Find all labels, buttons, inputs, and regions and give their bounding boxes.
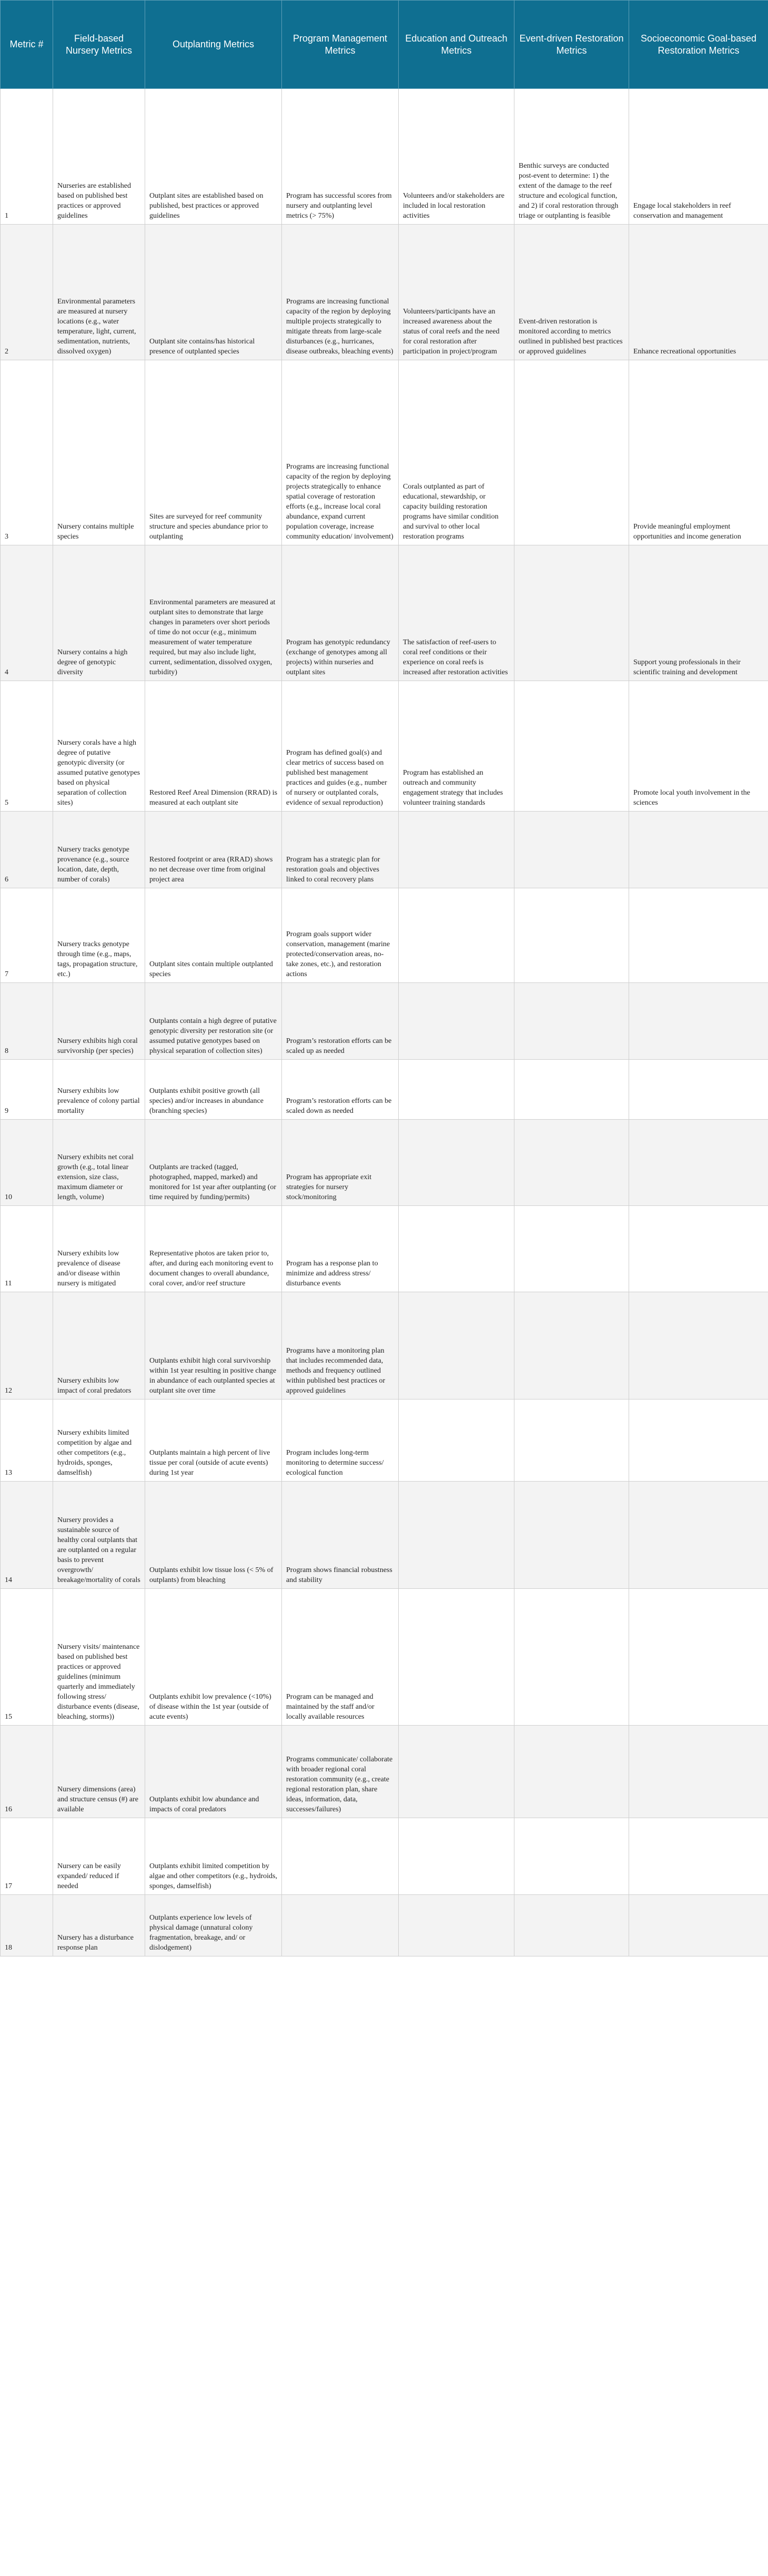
table-row [1,1120,768,1206]
cell-outplanting: Outplants exhibit low tissue loss (< 5% of outplants) from bleaching [145,1482,282,1589]
cell-num: 11 [1,1206,53,1292]
table-row [1,681,768,812]
cell-num: 10 [1,1120,53,1206]
cell-outplanting: Outplants contain a high degree of putative genotypic diversity per restoration site (or assumed putative genotypes based on physical separation of collection sites) [145,983,282,1060]
cell-education [399,1589,514,1726]
cell-socio [629,1399,768,1482]
cell-outplanting: Outplants maintain a high percent of live tissue per coral (outside of acute events) during 1st year [145,1399,282,1482]
cell-nursery: Nursery exhibits low prevalence of colony partial mortality [53,1060,145,1120]
cell-nursery: Nursery exhibits limited competition by algae and other competitors (e.g., hydroids, sponges, damselfish) [53,1399,145,1482]
cell-socio [629,1726,768,1818]
cell-nursery: Nursery exhibits low impact of coral predators [53,1292,145,1399]
cell-event [514,681,629,812]
cell-education [399,888,514,983]
cell-outplanting: Outplants exhibit limited competition by algae and other competitors (e.g., hydroids, sponges, damselfish) [145,1818,282,1895]
cell-nursery: Nursery dimensions (area) and structure census (#) are available [53,1726,145,1818]
cell-event [514,1120,629,1206]
cell-program: Program has a response plan to minimize and address stress/ disturbance events [282,1206,399,1292]
column-header-program: Program Management Metrics [282,1,399,89]
cell-education: Corals outplanted as part of educational, stewardship, or capacity building restoration programs have similar condition and survival to other local restoration programs [399,360,514,545]
cell-num: 18 [1,1895,53,1956]
cell-nursery: Nursery exhibits low prevalence of disease and/or disease within nursery is mitigated [53,1206,145,1292]
cell-education [399,1060,514,1120]
cell-nursery: Nursery tracks genotype provenance (e.g., source location, date, depth, number of corals) [53,812,145,888]
cell-event [514,1292,629,1399]
cell-program: Program has appropriate exit strategies for nursery stock/monitoring [282,1120,399,1206]
cell-nursery: Nursery provides a sustainable source of healthy coral outplants that are outplanted on a regular basis to prevent overgrowth/ breakage/mortality of corals [53,1482,145,1589]
cell-education [399,812,514,888]
cell-socio: Support young professionals in their scientific training and development [629,545,768,681]
cell-event [514,888,629,983]
cell-event [514,545,629,681]
cell-program: Program shows financial robustness and stability [282,1482,399,1589]
cell-nursery: Nursery exhibits high coral survivorship (per species) [53,983,145,1060]
cell-nursery: Nursery exhibits net coral growth (e.g., total linear extension, size class, maximum diameter or length, volume) [53,1120,145,1206]
cell-socio [629,1895,768,1956]
cell-num: 12 [1,1292,53,1399]
cell-nursery: Nursery tracks genotype through time (e.g., maps, tags, propagation structure, etc.) [53,888,145,983]
cell-nursery: Nursery contains multiple species [53,360,145,545]
cell-outplanting: Outplant site contains/has historical presence of outplanted species [145,225,282,360]
cell-outplanting: Outplant sites contain multiple outplanted species [145,888,282,983]
cell-event [514,812,629,888]
cell-outplanting: Restored Reef Areal Dimension (RRAD) is measured at each outplant site [145,681,282,812]
table-row [1,1292,768,1399]
cell-num: 4 [1,545,53,681]
table-row [1,360,768,545]
column-header-metric-number: Metric # [1,1,53,89]
cell-program: Program can be managed and maintained by the staff and/or locally available resources [282,1589,399,1726]
table-row [1,983,768,1060]
cell-socio [629,1120,768,1206]
table-body [1,89,768,1956]
cell-program: Program has defined goal(s) and clear metrics of success based on published best management practices and guides (e.g., number of nursery or outplanted corals, evidence of sexual reproduction) [282,681,399,812]
table-row [1,1060,768,1120]
cell-socio [629,1292,768,1399]
cell-event [514,1895,629,1956]
cell-event [514,1060,629,1120]
column-header-education: Education and Outreach Metrics [399,1,514,89]
cell-outplanting: Outplants exhibit high coral survivorship within 1st year resulting in positive change in abundance of each outplanted species at outplant site over time [145,1292,282,1399]
cell-education [399,1399,514,1482]
table-row [1,888,768,983]
cell-education [399,1818,514,1895]
table-row [1,1589,768,1726]
cell-nursery: Nursery contains a high degree of genotypic diversity [53,545,145,681]
cell-num: 7 [1,888,53,983]
column-header-nursery: Field-based Nursery Metrics [53,1,145,89]
cell-outplanting: Outplants experience low levels of physical damage (unnatural colony fragmentation, breakage, and/ or dislodgement) [145,1895,282,1956]
cell-outplanting: Outplant sites are established based on published, best practices or approved guidelines [145,89,282,225]
cell-socio [629,812,768,888]
table-row [1,89,768,225]
cell-event [514,1206,629,1292]
cell-outplanting: Representative photos are taken prior to, after, and during each monitoring event to document changes to overall abundance, coral cover, and/or reef structure [145,1206,282,1292]
cell-num: 8 [1,983,53,1060]
cell-socio: Engage local stakeholders in reef conservation and management [629,89,768,225]
cell-nursery: Nursery has a disturbance response plan [53,1895,145,1956]
table-header [1,1,768,89]
cell-education [399,1482,514,1589]
cell-program: Program includes long-term monitoring to determine success/ ecological function [282,1399,399,1482]
cell-nursery: Nursery visits/ maintenance based on published best practices or approved guidelines (minimum quarterly and immediately following stress/ disturbance events (disease, bleaching, storms)) [53,1589,145,1726]
table-row [1,225,768,360]
cell-education [399,1206,514,1292]
cell-num: 9 [1,1060,53,1120]
cell-socio: Enhance recreational opportunities [629,225,768,360]
cell-socio [629,1482,768,1589]
cell-education [399,983,514,1060]
cell-event [514,1399,629,1482]
cell-num: 5 [1,681,53,812]
cell-num: 2 [1,225,53,360]
cell-education [399,1120,514,1206]
cell-program: Program goals support wider conservation, management (marine protected/conservation areas, no-take zones, etc.), and restoration actions [282,888,399,983]
cell-program [282,1895,399,1956]
cell-socio: Promote local youth involvement in the sciences [629,681,768,812]
cell-education: Volunteers and/or stakeholders are included in local restoration activities [399,89,514,225]
cell-program: Programs are increasing functional capacity of the region by deploying projects strategically to enhance spatial coverage of restoration efforts (e.g., increase local coral abundance, expand current population coverage, increase community education/ involvement) [282,360,399,545]
cell-outplanting: Outplants exhibit low prevalence (<10%) of disease within the 1st year (outside of acute events) [145,1589,282,1726]
column-header-outplanting: Outplanting Metrics [145,1,282,89]
cell-education [399,1292,514,1399]
table-row [1,545,768,681]
header-row [1,1,768,89]
cell-program: Program has successful scores from nursery and outplanting level metrics (> 75%) [282,89,399,225]
table-row [1,1399,768,1482]
cell-num: 16 [1,1726,53,1818]
cell-education: Volunteers/participants have an increased awareness about the status of coral reefs and the need for coral restoration after participation in project/program [399,225,514,360]
cell-socio [629,983,768,1060]
cell-outplanting: Sites are surveyed for reef community structure and species abundance prior to outplanting [145,360,282,545]
cell-num: 6 [1,812,53,888]
cell-event: Event-driven restoration is monitored according to metrics outlined in published best practices or approved guidelines [514,225,629,360]
cell-education: The satisfaction of reef-users to coral reef conditions or their experience on coral reefs is increased after restoration activities [399,545,514,681]
cell-program: Programs communicate/ collaborate with broader regional coral restoration community (e.g., create regional restoration plan, share ideas, information, data, successes/failures) [282,1726,399,1818]
cell-program: Program has a strategic plan for restoration goals and objectives linked to coral recovery plans [282,812,399,888]
cell-num: 15 [1,1589,53,1726]
table-row [1,1726,768,1818]
cell-education [399,1895,514,1956]
table-row [1,1482,768,1589]
cell-program: Programs have a monitoring plan that includes recommended data, methods and frequency outlined within published best practices or approved guidelines [282,1292,399,1399]
cell-num: 13 [1,1399,53,1482]
cell-socio [629,1060,768,1120]
column-header-event: Event-driven Restoration Metrics [514,1,629,89]
cell-event [514,1818,629,1895]
cell-outplanting: Outplants exhibit low abundance and impacts of coral predators [145,1726,282,1818]
cell-nursery: Nursery corals have a high degree of putative genotypic diversity (or assumed putative genotypes based on physical separation of collection sites) [53,681,145,812]
cell-nursery: Nurseries are established based on published best practices or approved guidelines [53,89,145,225]
cell-program: Program’s restoration efforts can be scaled up as needed [282,983,399,1060]
column-header-socioeconomic: Socioeconomic Goal-based Restoration Metrics [629,1,768,89]
cell-num: 17 [1,1818,53,1895]
table-row [1,812,768,888]
cell-event [514,1482,629,1589]
cell-outplanting: Outplants exhibit positive growth (all species) and/or increases in abundance (branching species) [145,1060,282,1120]
cell-outplanting: Outplants are tracked (tagged, photographed, mapped, marked) and monitored for 1st year after outplanting (or time required by funding/permits) [145,1120,282,1206]
table-row [1,1895,768,1956]
cell-event: Benthic surveys are conducted post-event to determine: 1) the extent of the damage to the reef structure and ecological function, and 2) if coral restoration through triage or outplanting is feasible [514,89,629,225]
cell-event [514,1726,629,1818]
cell-num: 3 [1,360,53,545]
table-row [1,1818,768,1895]
cell-program [282,1818,399,1895]
cell-program: Program’s restoration efforts can be scaled down as needed [282,1060,399,1120]
cell-nursery: Environmental parameters are measured at nursery locations (e.g., water temperature, light, current, sedimentation, nutrients, dissolved oxygen) [53,225,145,360]
table-row [1,1206,768,1292]
cell-nursery: Nursery can be easily expanded/ reduced if needed [53,1818,145,1895]
cell-num: 14 [1,1482,53,1589]
cell-socio [629,888,768,983]
cell-socio [629,1589,768,1726]
cell-education [399,1726,514,1818]
cell-program: Program has genotypic redundancy (exchange of genotypes among all projects) within nurseries and outplant sites [282,545,399,681]
cell-event [514,1589,629,1726]
cell-socio [629,1206,768,1292]
cell-socio: Provide meaningful employment opportunities and income generation [629,360,768,545]
cell-education: Program has established an outreach and community engagement strategy that includes volunteer training standards [399,681,514,812]
cell-num: 1 [1,89,53,225]
cell-program: Programs are increasing functional capacity of the region by deploying multiple projects strategically to mitigate threats from large-scale disturbances (e.g., hurricanes, disease outbreaks, bleaching events) [282,225,399,360]
cell-socio [629,1818,768,1895]
cell-event [514,360,629,545]
cell-outplanting: Environmental parameters are measured at outplant sites to demonstrate that large changes in parameters over short periods of time do not occur (e.g., minimum measurement of water temperature required, but may also include light, current, sedimentation, dissolved oxygen, turbidity) [145,545,282,681]
cell-outplanting: Restored footprint or area (RRAD) shows no net decrease over time from original project area [145,812,282,888]
cell-event [514,983,629,1060]
